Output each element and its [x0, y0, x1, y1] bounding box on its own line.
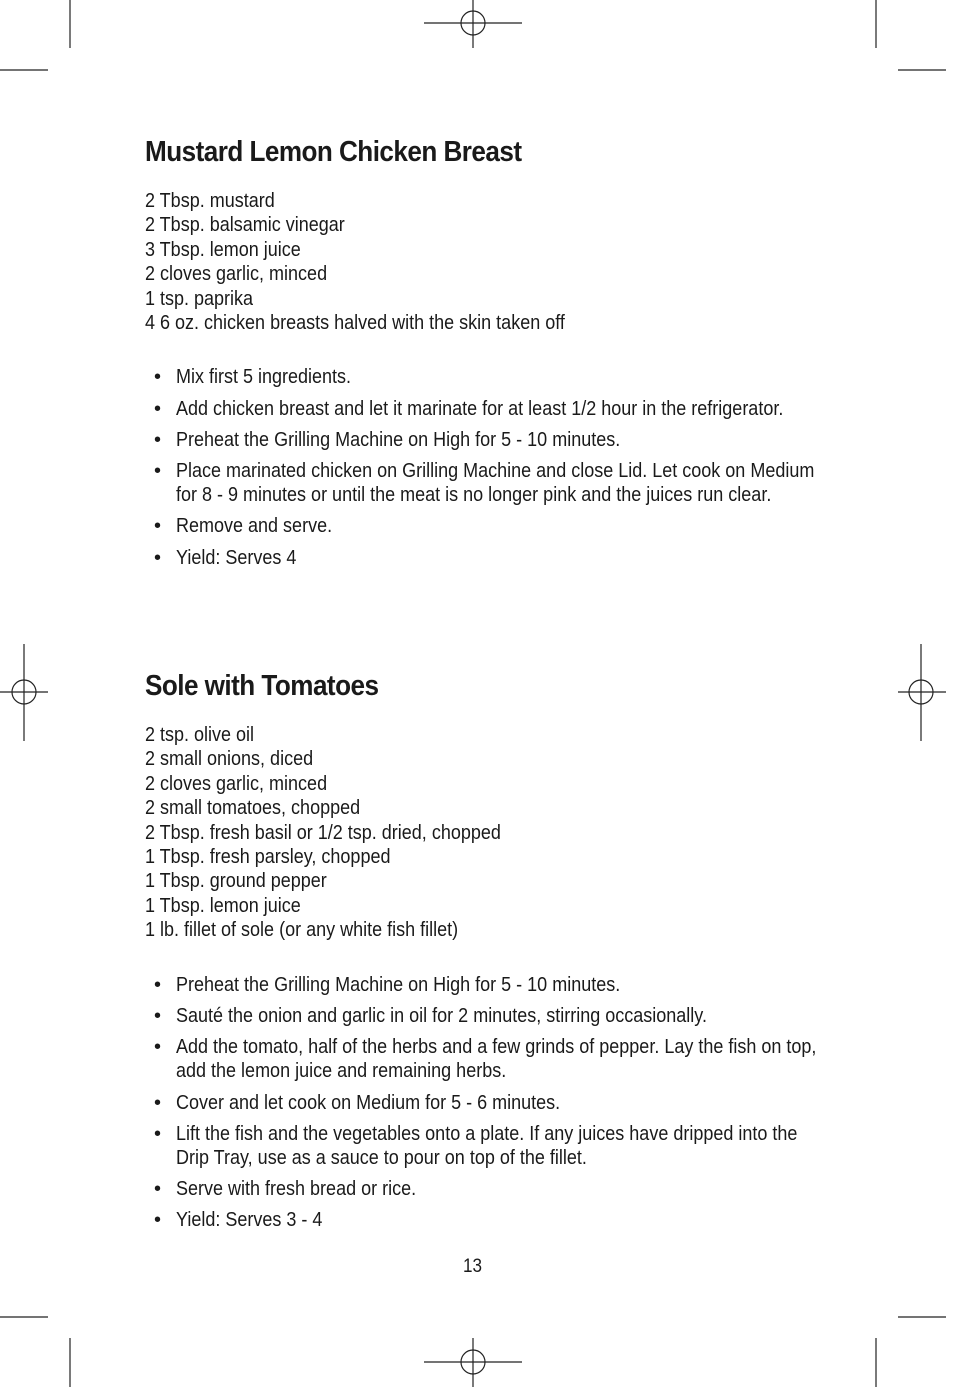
instruction-text: Remove and serve.	[176, 515, 333, 538]
bullet-icon: •	[154, 973, 162, 996]
instruction-item	[145, 428, 815, 453]
instruction-text: Yield: Serves 3 - 4	[176, 1209, 323, 1232]
ingredient-item: 4 6 oz. chicken breasts halved with the skin taken off	[145, 312, 565, 335]
ingredient-item: 3 Tbsp. lemon juice	[145, 238, 301, 261]
recipe-title: Sole with Tomatoes	[145, 670, 379, 702]
ingredient-item: 1 Tbsp. ground pepper	[145, 870, 327, 893]
instruction-text: Preheat the Grilling Machine on High for 5 - 10 minutes.	[176, 428, 621, 451]
instruction-text: Cover and let cook on Medium for 5 - 6 minutes.	[176, 1091, 561, 1114]
ingredient-item: 2 Tbsp. mustard	[145, 190, 275, 212]
instruction-text: Yield: Serves 4	[176, 546, 297, 569]
page-number: 13	[463, 1256, 483, 1277]
instruction-item	[145, 1122, 906, 1171]
instruction-text: Add chicken breast and let it marinate for at least 1/2 hour in the refrigerator.	[176, 397, 784, 420]
bullet-icon: •	[154, 366, 162, 389]
ingredient-item: 1 Tbsp. lemon juice	[145, 894, 301, 917]
bullet-icon: •	[154, 1091, 162, 1114]
bullet-icon: •	[154, 1035, 162, 1058]
ingredient-item: 2 cloves garlic, minced	[145, 263, 328, 286]
instruction-item	[145, 546, 815, 571]
ingredient-item: 1 tsp. paprika	[145, 287, 254, 310]
instruction-text: Mix first 5 ingredients.	[176, 366, 352, 389]
bullet-icon: •	[154, 428, 162, 451]
instruction-text: Serve with fresh bread or rice.	[176, 1178, 417, 1201]
bullet-icon: •	[154, 1178, 162, 1201]
instruction-list	[145, 365, 815, 570]
recipe-sole-with-tomatoes	[145, 670, 906, 1240]
instruction-text: Sauté the onion and garlic in oil for 2 minutes, stirring occasionally.	[176, 1004, 707, 1027]
instruction-item	[145, 1091, 906, 1116]
instruction-item	[145, 1208, 906, 1233]
instruction-text: Place marinated chicken on Grilling Machine and close Lid. Let cook on Medium for 8 - 9 minutes or until the meat is no longer pink and the juices run clear.	[176, 459, 815, 507]
instruction-item	[145, 459, 815, 508]
bullet-icon: •	[154, 546, 162, 569]
instruction-list	[145, 973, 906, 1233]
ingredient-item: 2 Tbsp. balsamic vinegar	[145, 214, 345, 237]
bullet-icon: •	[154, 515, 162, 538]
ingredient-list	[145, 189, 815, 335]
ingredient-list	[145, 723, 906, 943]
ingredient-item: 1 Tbsp. fresh parsley, chopped	[145, 846, 391, 869]
instruction-item	[145, 365, 815, 390]
instruction-text: Add the tomato, half of the herbs and a few grinds of pepper. Lay the fish on top, add the lemon juice and remaining herbs.	[176, 1035, 817, 1083]
ingredient-item: 2 Tbsp. fresh basil or 1/2 tsp. dried, chopped	[145, 821, 501, 844]
instruction-item	[145, 1177, 906, 1202]
instruction-item	[145, 1004, 906, 1029]
instruction-item	[145, 397, 815, 422]
recipe-title: Mustard Lemon Chicken Breast	[145, 136, 522, 168]
ingredient-item: 2 tsp. olive oil	[145, 724, 255, 746]
instruction-item	[145, 973, 906, 998]
instruction-item	[145, 1035, 906, 1084]
bullet-icon: •	[154, 459, 162, 482]
ingredient-item: 2 small tomatoes, chopped	[145, 797, 361, 820]
bullet-icon: •	[154, 1004, 162, 1027]
bullet-icon: •	[154, 1122, 162, 1145]
bullet-icon: •	[154, 397, 162, 420]
recipe-page	[145, 136, 817, 1232]
instruction-text: Preheat the Grilling Machine on High for 5 - 10 minutes.	[176, 973, 621, 996]
bullet-icon: •	[154, 1209, 162, 1232]
ingredient-item: 1 lb. fillet of sole (or any white fish fillet)	[145, 919, 459, 942]
ingredient-item: 2 small onions, diced	[145, 748, 314, 771]
registration-mark-top	[424, 0, 522, 48]
registration-mark-bottom	[424, 1338, 522, 1387]
registration-mark-left	[0, 644, 48, 741]
recipe-mustard-lemon-chicken	[145, 136, 815, 570]
instruction-text: Lift the fish and the vegetables onto a plate. If any juices have dripped into the Drip Tray, use as a sauce to pour on top of the fillet.	[176, 1122, 798, 1170]
ingredient-item: 2 cloves garlic, minced	[145, 772, 328, 795]
instruction-item	[145, 514, 815, 539]
